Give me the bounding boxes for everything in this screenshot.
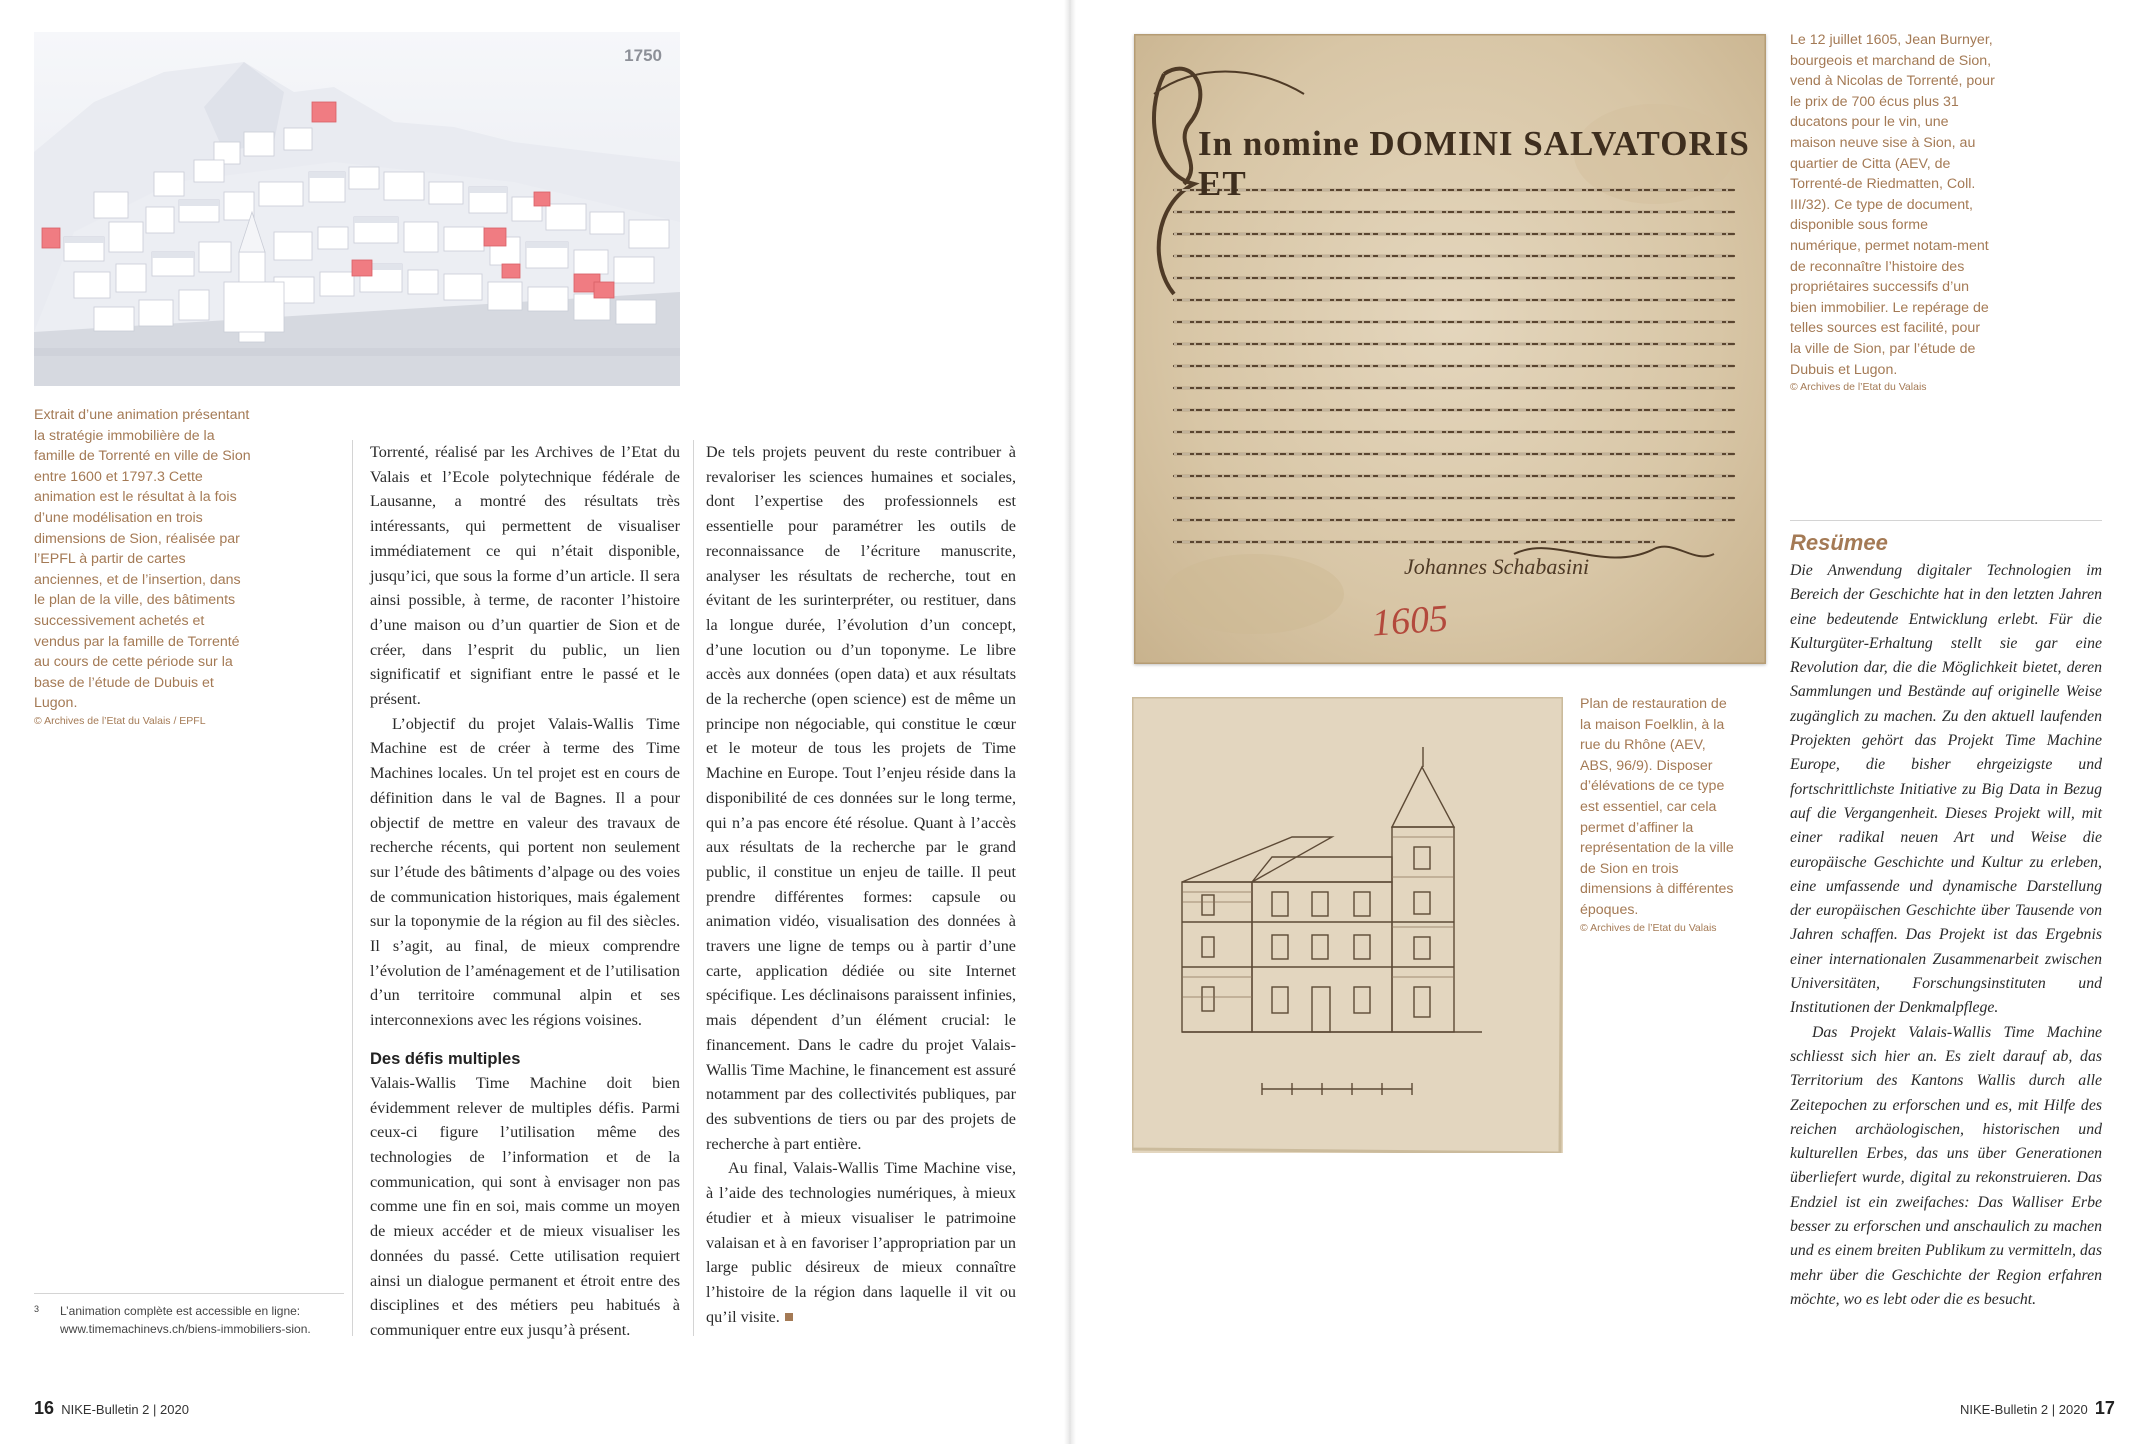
caption-credit: © Archives de l’Etat du Valais	[1580, 921, 1717, 934]
paragraph: Das Projekt Valais-Wallis Time Machine schliesst sich hier an. Es zielt darauf ab, das Territorium des Kantons Wallis durch alle Zeitepochen zu erforschen und es, mit Hilfe des reichen archäologischen, historischen und kulturellen Erbes, das uns über Generationen überliefert wurde, digital zu rekonstruieren. Das Endziel ist ein zweifaches: Das Walliser Erbe besser zu erforschen und anschaulich zu machen und es einem breiten Publikum zu vermitteln, das mehr über die Geschichte der Region erfahren möchte, wo es lebt oder die es besucht.	[1790, 1023, 2102, 1308]
city-model-illustration	[34, 32, 680, 386]
year-label: 1750	[624, 46, 662, 65]
house-elevation	[1132, 697, 1563, 1153]
resumee-rule	[1790, 520, 2102, 521]
paragraph: Torrenté, réalisé par les Archives de l’Etat du Valais et l’Ecole polytechnique fédérale de Lausanne, a montré des résultats très intéressants, qui permettent de visualiser immédiatement ce qui n’était disponible, jusqu’ici, que sous la forme d’un article. Il sera ainsi possible, à terme, de raconter l’histoire d’une maison ou d’un quartier de Sion et de créer, dans l’esprit du public, un lien significatif et signifiant entre le passé et le présent.	[370, 443, 680, 709]
footnote-number: 3	[34, 1304, 40, 1314]
text-column-2	[706, 440, 1016, 1329]
section-heading: Des défis multiples	[370, 1049, 521, 1068]
caption-credit: © Archives de l’Etat du Valais / EPFL	[34, 714, 206, 727]
paragraph-text: Au final, Valais-Wallis Time Machine vise, à l’aide des technologies numériques, à mieux étudier et à mieux visualiser le patrimoine valaisan et à en favoriser l’appropriation par un large public désireux de mieux connaître l’histoire de la région dans laquelle il vit ou qu’il visite.	[706, 1159, 1016, 1326]
footnote-text: L’animation complète est accessible en ligne: www.timemachinevs.ch/biens-immobiliers-sion.	[60, 1304, 311, 1336]
caption-text: Extrait d’une animation présentant la stratégie immobilière de la famille de Torrenté en ville de Sion entre 1600 et 1797.3 Cette animation est le résultat à la fois d’une modélisation en trois dimensions de Sion, réalisée par l’EPFL à partir de cartes anciennes, et de l’insertion, dans le plan de la ville, des bâtiments successivement achetés et vendus par la famille de Torrenté au cours de cette période sur la base de l’étude de Dubuis et Lugon.	[34, 407, 251, 712]
page-number: 16	[34, 1398, 55, 1418]
manuscript-heading: In nomine DOMINI SALVATORIS ET	[1198, 124, 1750, 203]
caption-text: Plan de restauration de la maison Foelklin, à la rue du Rhône (AEV, ABS, 96/9). Disposer d’élévations de ce type est essentiel, car cela permet d’affiner la représentation de la ville de Sion en trois dimensions à différentes époques.	[1580, 696, 1734, 918]
caption-text: Le 12 juillet 1605, Jean Burnyer, bourgeois et marchand de Sion, vend à Nicolas de Torrenté, pour le prix de 700 écus plus 31 ducatons pour le vin, une maison neuve sise à Sion, au quartier de Citta (AEV, de Torrenté-de Riedmatten, Coll. III/32). Ce type de document, disponible sous forme numérique, permet notam-ment de reconnaître l’histoire des propriétaires successifs d’un bien immobilier. Le repérage de telles sources est facilité, pour la ville de Sion, par l’étude de Dubuis et Lugon.	[1790, 32, 1995, 378]
paragraph: L’objectif du projet Valais-Wallis Time Machine est de créer à terme des Time Machines locales. Un tel projet est en cours de définition dans le val de Bagnes. Il a pour objectif de mettre en valeur des travaux de recherche récents, qui portent non seulement sur l’étude des bâtiments d’alpage ou des voies de communication historiques, mais également sur la toponymie de la région au fil des siècles. Il s’agit, au final, de mieux comprendre l’évolution de l’aménagement et de l’utilisation d’un territoire communal alpin et ses interconnexions avec les régions voisines.	[370, 714, 680, 1030]
architectural-drawing	[1132, 697, 1563, 1153]
column-rule	[352, 440, 353, 1336]
text-column-1	[370, 440, 680, 1343]
footnote-rule	[34, 1293, 344, 1294]
resumee-title: Resümee	[1790, 530, 1888, 555]
page-folio-right	[1960, 1398, 2115, 1419]
paragraph: Valais-Wallis Time Machine doit bien évidemment relever de multiples défis. Parmi ceux-ci figure l’utilisation même des technologies de l’information et de la communication, qui sont à envisager non pas comme une fin en soi, mais comme un moyen de mieux accéder et de mieux visualiser les données du passé. Cette utilisation requiert ainsi un dialogue permanent et étroit entre des disciplines et des métiers peu habitués à communiquer entre eux jusqu’à présent.	[370, 1073, 680, 1339]
image-caption	[34, 405, 254, 729]
drawing-caption	[1580, 694, 1740, 936]
left-page	[0, 0, 1068, 1444]
publication-name: NIKE-Bulletin 2 | 2020	[61, 1402, 189, 1417]
city-model-image	[34, 32, 680, 386]
end-mark	[785, 1313, 793, 1321]
manuscript-signature: Johannes Schabasini	[1404, 554, 1590, 579]
page-number: 17	[2094, 1398, 2115, 1418]
footnote	[34, 1302, 344, 1338]
paragraph: Die Anwendung digitaler Technologien im Bereich der Geschichte hat in den letzten Jahren eine bedeutende Entwicklung erlebt. Für die Kulturgüter-Erhaltung stellt sie gar eine Revolution dar, die die Möglichkeit bietet, deren Sammlungen und Bestände auf originelle Weise zugänglich zu machen. Zu den aktuell laufenden Projekten gehört das Projekt Time Machine Europe, die bisher ehrgeizigste und fortschrittlichste Initiative zu Big Data in Bezug auf die Vergangenheit. Dieses Projekt will, mit einer radikal neuen Art und Weise die europäische Geschichte und Kultur zu erleben, eine umfassende und dynamische Darstellung der europäischen Geschichte über Tausende von Jahren schaffen. Das Projekt ist das Ergebnis einer internationalen Zusammenarbeit zwischen Universitäten, Forschungsinstituten und Institutionen der Denkmalpflege.	[1790, 562, 2102, 1017]
resumee-text	[1790, 559, 2102, 1312]
closing-paragraph	[706, 1156, 1016, 1329]
page-folio-left	[34, 1398, 189, 1419]
paragraph: De tels projets peuvent du reste contribuer à revaloriser les sciences humaines et sociales, dont l’expertise des professionnels est essentielle pour paramétrer les outils de reconnaissance de l’écriture manuscrite, analyser les résultats de recherche, tout en évitant de les surinterpréter, ou restituer, dans la longue durée, l’évolution d’un concept, d’une locution ou d’un toponyme. Le libre accès aux données (open data) et aux résultats de la recherche (open science) est de même un principe non négociable, qui constitue le cœur et le moteur de tous les projets de Time Machine en Europe. Tout l’enjeu réside dans la disponibilité de ces données sur le long terme, qui n’a pas encore été résolue. Quant à l’accès aux résultats de la recherche par le grand public, il constitue un enjeu de taille. Il peut prendre différentes formes: capsule ou animation vidéo, visualisation des données à travers une ligne de temps ou à partir d’une carte, application dédiée ou site Internet spécifique. Les déclinaisons paraissent infinies, mais dépendent d’un élément crucial: le financement. Dans le cadre du projet Valais-Wallis Time Machine, le financement est assuré notamment par des collectivités publiques, par des subventions de tiers ou par des projets de recherche à part entière.	[706, 443, 1016, 1153]
column-rule	[693, 440, 694, 1336]
manuscript-caption	[1790, 30, 1995, 395]
date-annotation: 1605	[1370, 597, 1450, 645]
caption-credit: © Archives de l’Etat du Valais	[1790, 381, 1927, 394]
publication-name: NIKE-Bulletin 2 | 2020	[1960, 1402, 2088, 1417]
manuscript-document	[1134, 34, 1766, 664]
